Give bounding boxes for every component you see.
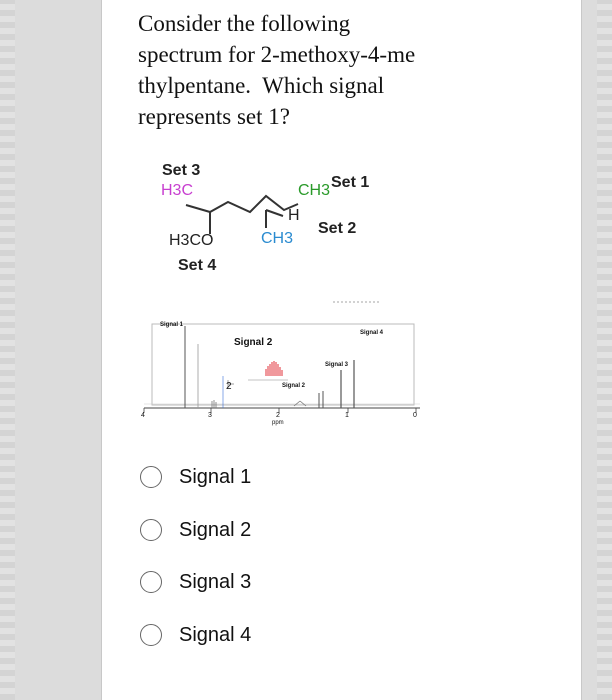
axis-tick-4: 4 (141, 412, 145, 419)
left-edge-texture (0, 0, 15, 700)
option-signal-1[interactable] (140, 462, 360, 492)
question-card (101, 0, 582, 700)
radio-button-icon[interactable] (140, 466, 162, 488)
signal-2-label: Signal 2 (234, 337, 273, 348)
axis-tick-1: 1 (345, 412, 349, 419)
h3co-group: H3CO (169, 232, 214, 249)
axis-unit-label: ppm (272, 420, 284, 426)
integration-mark: 2 (226, 381, 232, 392)
option-signal-4[interactable] (140, 620, 360, 650)
set-1-label: Set 1 (331, 174, 370, 191)
axis-tick-3: 3 (208, 412, 212, 419)
question-text: Consider the following spectrum for 2-methoxy-4-me thylpentane. Which signal represents set 1? (138, 11, 416, 129)
radio-button-icon[interactable] (140, 624, 162, 646)
option-label: Signal 1 (179, 465, 252, 488)
option-label: Signal 2 (179, 518, 252, 541)
option-signal-3[interactable] (140, 567, 360, 597)
set-4-label: Set 4 (178, 257, 217, 274)
signal-4-label: Signal 4 (360, 330, 384, 336)
ch3-top-group: CH3 (298, 182, 331, 199)
molecule-diagram (158, 152, 458, 292)
option-label: Signal 3 (179, 570, 252, 593)
signal-2-small-label: Signal 2 (282, 383, 306, 389)
radio-button-icon[interactable] (140, 519, 162, 541)
axis-tick-2: 2 (276, 412, 280, 419)
signal-3-label: Signal 3 (325, 362, 349, 368)
spectrum-plot (140, 296, 424, 436)
h3c-group: H3C (161, 182, 194, 199)
axis-tick-0: 0 (413, 412, 417, 419)
signal-1-label: Signal 1 (160, 322, 184, 328)
nmr-spectrum (140, 296, 424, 436)
h-atom: H (288, 207, 300, 224)
option-signal-2[interactable] (140, 515, 360, 545)
ch3-bottom-group: CH3 (261, 230, 294, 247)
radio-button-icon[interactable] (140, 571, 162, 593)
right-edge-texture (597, 0, 612, 700)
set-3-label: Set 3 (162, 162, 201, 179)
set-2-label: Set 2 (318, 220, 357, 237)
option-label: Signal 4 (179, 623, 252, 646)
